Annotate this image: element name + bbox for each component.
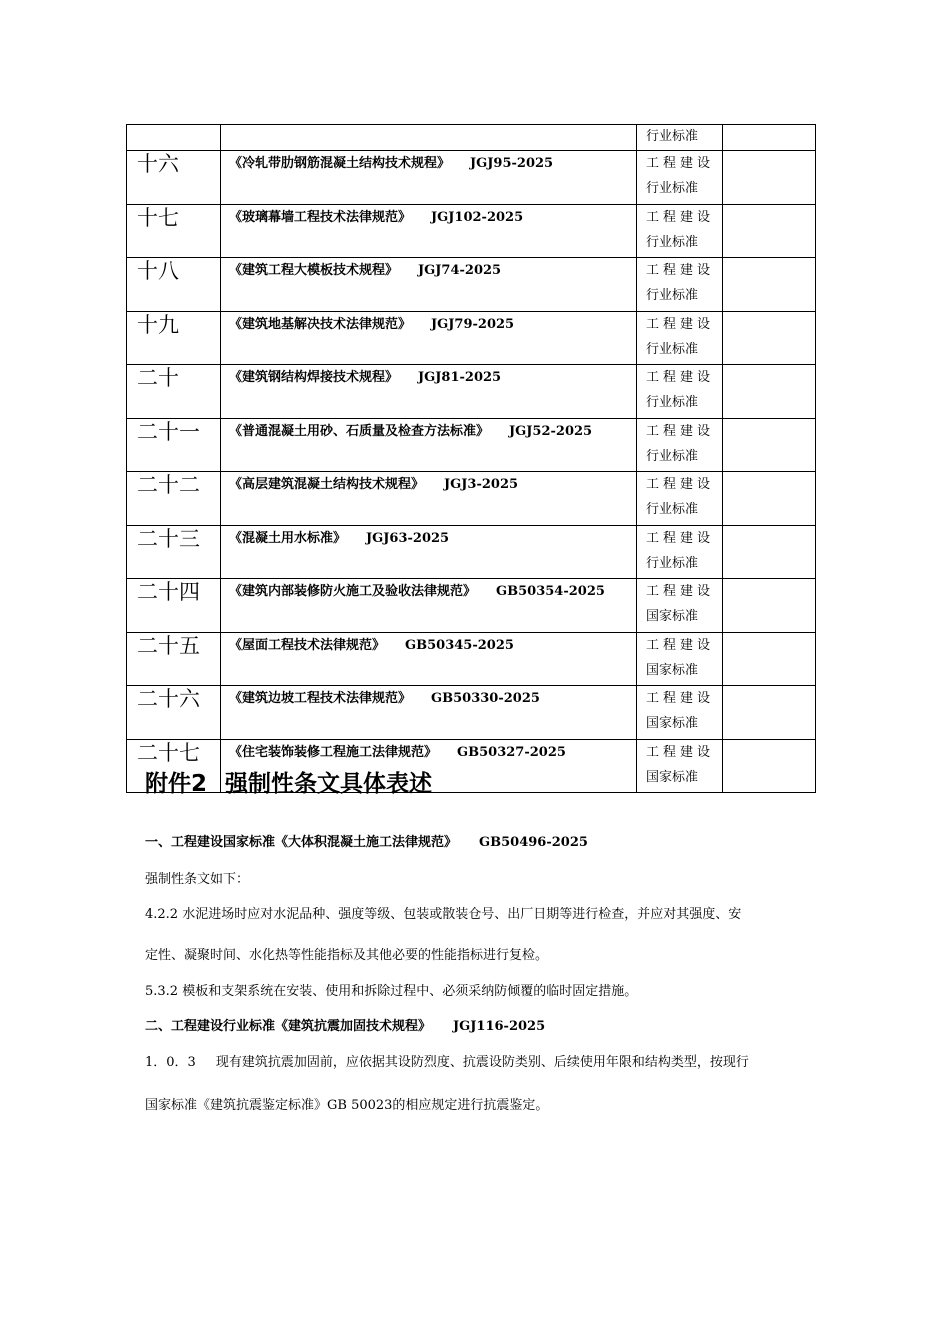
standard-name: 《住宅装饰装修工程施工法律规范》 [229, 744, 438, 760]
standard-name: 《建筑边坡工程技术法律规范》 [229, 691, 412, 706]
section-1-code: GB50496-2025 [479, 835, 588, 850]
standard-name: 《建筑内部装修防火施工及验收法律规范》 [229, 584, 477, 599]
attachment-label: 附件2 [145, 771, 208, 797]
standard-type-line-2: 行业标准 [646, 181, 699, 196]
standard-type-line-1: 工程建设 [646, 637, 715, 653]
table-cell-number: 十九 [127, 311, 221, 365]
table-row [127, 579, 816, 633]
table-row [127, 686, 816, 740]
table-cell-note [723, 739, 816, 793]
table-cell-name [221, 686, 637, 740]
table-cell-note [723, 258, 816, 312]
table-cell-note [723, 472, 816, 526]
attachment-heading [145, 765, 432, 798]
attachment-title: 强制性条文具体表述 [225, 771, 433, 797]
table-cell-note [723, 204, 816, 258]
section-1-heading: 一、工程建设国家标准《大体积混凝土施工法律规范》 GB50496-2025 [145, 835, 588, 850]
standard-name: 《混凝土用水标准》 [229, 530, 347, 546]
standard-code: JGJ74-2025 [418, 263, 502, 278]
standard-code: JGJ79-2025 [431, 316, 515, 332]
table-cell-number: 二十一 [127, 418, 221, 472]
standard-code: JGJ3-2025 [444, 477, 519, 492]
standard-type-line-2: 国家标准 [646, 609, 699, 624]
table-cell-name [221, 151, 637, 205]
table-cell-number: 二十四 [127, 579, 221, 633]
standard-name: 《高层建筑混凝土结构技术规程》 [229, 477, 425, 492]
table-cell-type [637, 686, 723, 740]
standard-type-line-1: 工程建设 [646, 530, 715, 546]
table-cell-type [637, 365, 723, 419]
standard-type-line-2: 行业标准 [646, 395, 699, 410]
standard-type-line-2: 行业标准 [646, 555, 699, 571]
standard-name: 《冷轧带肋钢筋混凝土结构技术规程》 [229, 156, 451, 171]
standard-name: 《建筑钢结构焊接技术规程》 [229, 370, 399, 385]
table-row [127, 418, 816, 472]
table-row [127, 258, 816, 312]
standard-code: JGJ81-2025 [418, 370, 502, 385]
standard-code: JGJ63-2025 [366, 530, 450, 546]
table-row [127, 125, 816, 151]
standard-type-line-1: 工程建设 [646, 691, 715, 706]
standard-type-line-2: 行业标准 [646, 448, 699, 464]
table-cell-name [221, 418, 637, 472]
table-cell-number: 十六 [127, 151, 221, 205]
standard-name: 《建筑地基解决技术法律规范》 [229, 316, 412, 332]
standard-name: 《普通混凝土用砂、石质量及检查方法标准》 [229, 423, 490, 439]
standard-type-line-2: 国家标准 [646, 716, 699, 731]
table-cell-type [637, 472, 723, 526]
table-cell-number: 二十二 [127, 472, 221, 526]
standard-code: JGJ95-2025 [470, 156, 554, 171]
table-row [127, 365, 816, 419]
table-cell-name [221, 125, 637, 151]
clause-1-0-3-line-2: 国家标准《建筑抗震鉴定标准》GB 50023的相应规定进行抗震鉴定。 [145, 1098, 549, 1113]
standard-name: 《建筑工程大模板技术规程》 [229, 263, 399, 278]
standard-type-line-1: 工程建设 [646, 584, 715, 599]
table-cell-type [637, 739, 723, 793]
table-row [127, 311, 816, 365]
standard-type-line-1: 工程建设 [646, 156, 715, 171]
standard-code: GB50345-2025 [405, 637, 514, 653]
table-cell-note [723, 151, 816, 205]
standard-type-line-1: 工程建设 [646, 477, 715, 492]
standards-table [126, 124, 816, 793]
table-row [127, 632, 816, 686]
table-cell-number: 二十五 [127, 632, 221, 686]
standard-type-line-2: 国家标准 [646, 769, 699, 785]
standard-code: JGJ52-2025 [509, 423, 593, 439]
table-cell-note [723, 418, 816, 472]
table-cell-number: 二十 [127, 365, 221, 419]
standard-type-line-2: 行业标准 [646, 502, 699, 517]
table-cell-type [637, 632, 723, 686]
table-cell-name [221, 525, 637, 579]
table-cell-number: 二十三 [127, 525, 221, 579]
table-cell-type [637, 204, 723, 258]
table-cell-name [221, 632, 637, 686]
standard-type-line-1: 工程建设 [646, 423, 715, 439]
table-cell-number: 十八 [127, 258, 221, 312]
table-cell-type [637, 579, 723, 633]
table-row [127, 151, 816, 205]
standard-type-line-1: 工程建设 [646, 370, 715, 385]
table-cell-type: 行业标准 [637, 125, 723, 151]
table-cell-name [221, 258, 637, 312]
standard-type-line-1: 工程建设 [646, 316, 715, 332]
table-cell-type [637, 311, 723, 365]
standard-type-line-1: 工程建设 [646, 209, 715, 225]
section-1-intro: 强制性条文如下： [145, 872, 250, 887]
table-row [127, 204, 816, 258]
table-cell-type [637, 258, 723, 312]
table-cell-note [723, 125, 816, 151]
table-cell-type [637, 151, 723, 205]
standard-name: 《屋面工程技术法律规范》 [229, 637, 386, 653]
standard-type-line-2: 行业标准 [646, 234, 699, 250]
table-cell-name [221, 311, 637, 365]
clause-1-0-3-line-1: 1．0．3 现有建筑抗震加固前，应依据其设防烈度、抗震设防类别、后续使用年限和结构类型，按现行 [145, 1055, 749, 1070]
table-cell-note [723, 525, 816, 579]
table-cell-name [221, 365, 637, 419]
table-cell-number: 二十七 [127, 739, 221, 793]
table-row [127, 472, 816, 526]
table-cell-note [723, 311, 816, 365]
clause-4-2-2-line-2: 定性、凝聚时间、水化热等性能指标及其他必要的性能指标进行复检。 [145, 948, 549, 963]
standard-code: GB50330-2025 [431, 691, 540, 706]
standard-type-line-1: 工程建设 [646, 263, 715, 278]
table-cell-note [723, 579, 816, 633]
section-2-heading: 二、工程建设行业标准《建筑抗震加固技术规程》 JGJ116-2025 [145, 1019, 546, 1034]
table-cell-number: 二十六 [127, 686, 221, 740]
standard-code: JGJ102-2025 [431, 209, 524, 225]
table-cell-number [127, 125, 221, 151]
clause-5-3-2: 5.3.2 模板和支架系统在安装、使用和拆除过程中、必须采纳防倾覆的临时固定措施。 [145, 984, 638, 999]
section-2-code: JGJ116-2025 [453, 1019, 546, 1034]
standard-name: 《玻璃幕墙工程技术法律规范》 [229, 209, 412, 225]
table-cell-type [637, 418, 723, 472]
clause-4-2-2-line-1: 4.2.2 水泥进场时应对水泥品种、强度等级、包装或散装仓号、出厂日期等进行检查，并应对其强度、安 [145, 907, 742, 922]
table-cell-name [221, 204, 637, 258]
table-row [127, 525, 816, 579]
standard-type-line-2: 国家标准 [646, 662, 699, 678]
standard-type-line-1: 工程建设 [646, 744, 715, 760]
standard-type-line-2: 行业标准 [646, 288, 699, 303]
table-cell-type [637, 525, 723, 579]
table-cell-name [221, 472, 637, 526]
table-cell-name [221, 579, 637, 633]
table-cell-note [723, 632, 816, 686]
table-cell-number: 十七 [127, 204, 221, 258]
table-cell-note [723, 365, 816, 419]
standard-code: GB50327-2025 [457, 744, 566, 760]
standard-code: GB50354-2025 [496, 584, 605, 599]
clause-1-0-3-number: 1．0．3 [145, 1055, 196, 1070]
standard-type-line-2: 行业标准 [646, 341, 699, 357]
table-cell-note [723, 686, 816, 740]
